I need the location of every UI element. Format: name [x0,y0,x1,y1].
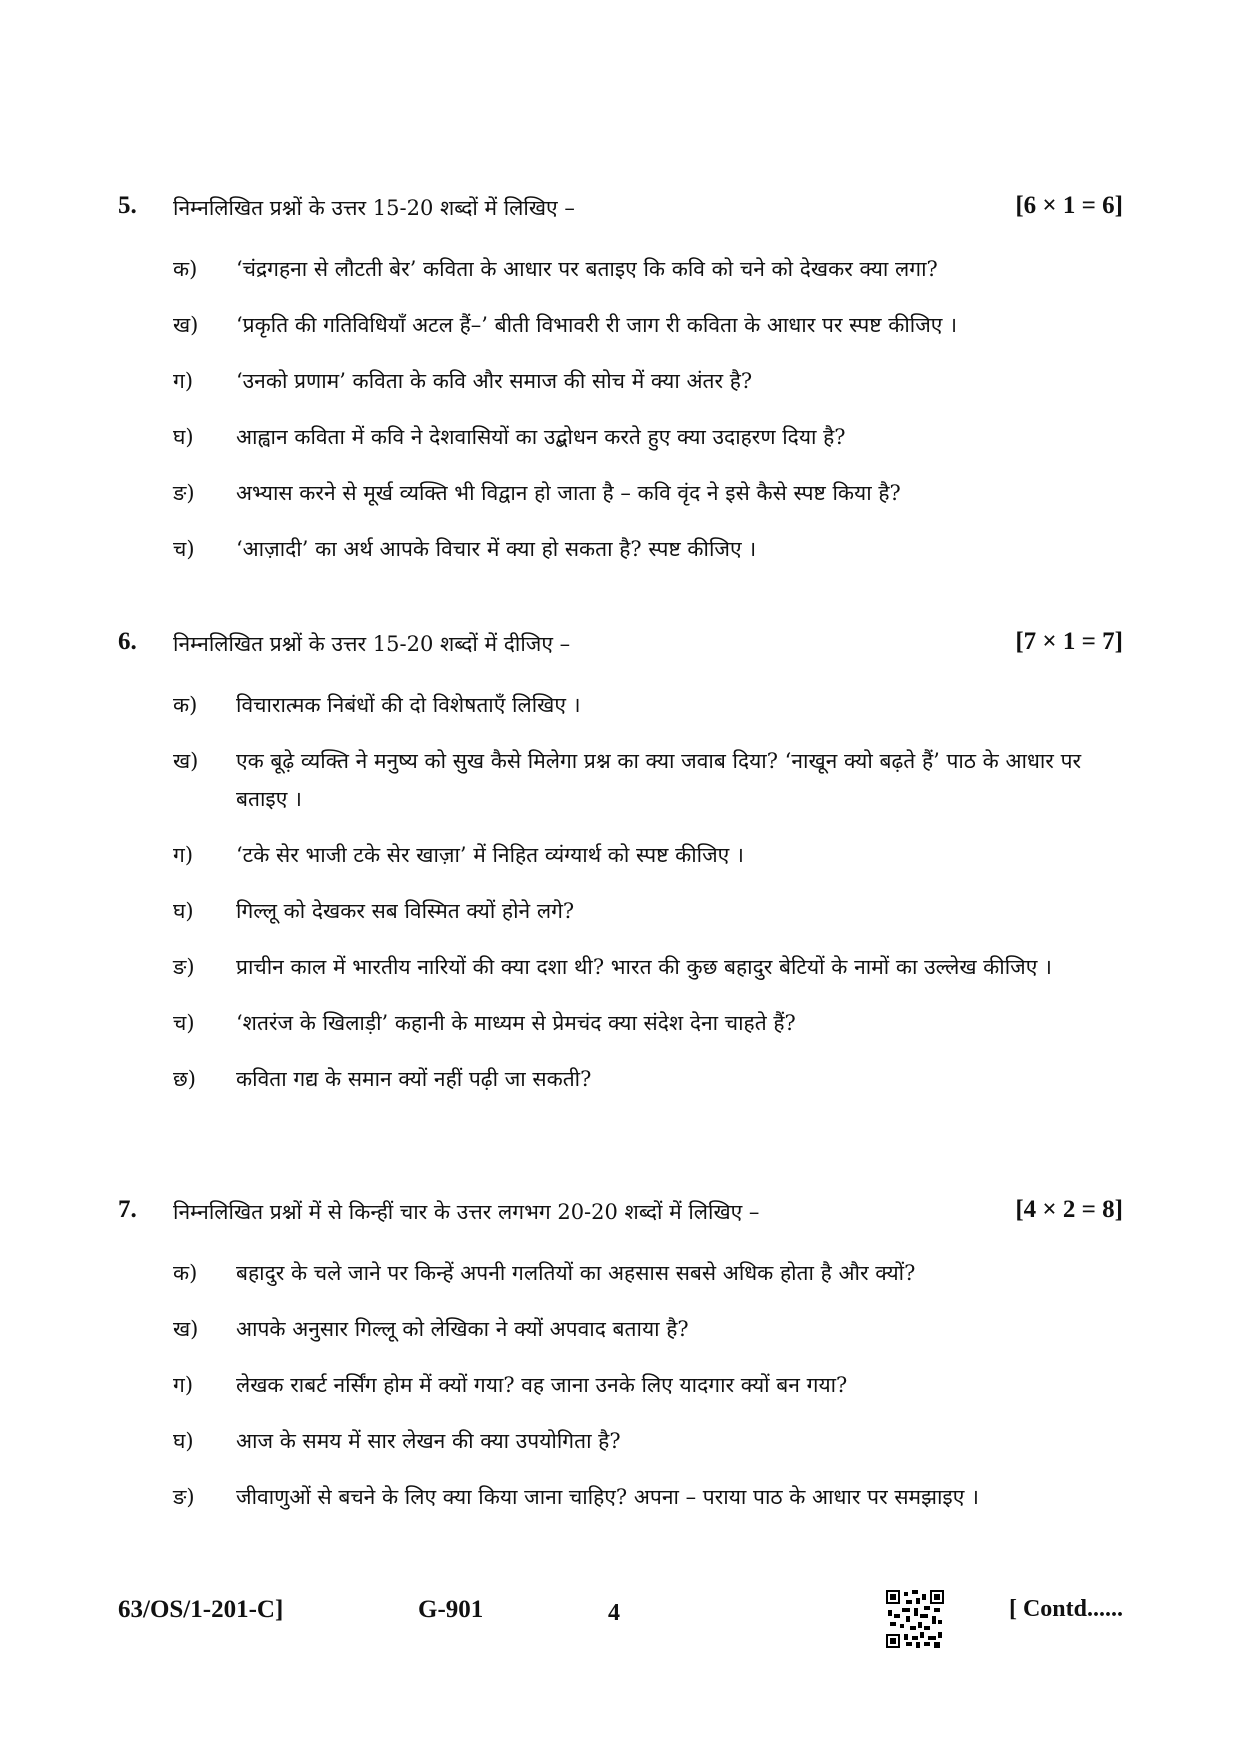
sub-question-label: ख) [173,1317,199,1341]
sub-question-text: लेखक राबर्ट नर्सिंग होम में क्यों गया? वह जाना उनके लिए यादगार क्यों बन गया? [236,1373,848,1397]
sub-question [118,1310,1123,1348]
sub-question [118,530,1123,568]
sub-question-label: क) [173,257,198,281]
question-number: 5. [118,192,137,219]
sub-question-text: विचारात्मक निबंधों की दो विशेषताएँ लिखिए । [236,693,581,717]
sub-question [118,306,1123,344]
sub-question [118,1478,1123,1516]
question-5-header [118,192,1123,232]
question-instruction: निम्नलिखित प्रश्नों में से किन्हीं चार के उत्तर लगभग 20-20 शब्दों में लिखिए – [173,1200,760,1224]
sub-question-label: ख) [173,313,199,337]
sub-question [118,1004,1123,1042]
paper-code: 63/OS/1-201-C] [118,1596,284,1623]
sub-question-text: कविता गद्य के समान क्यों नहीं पढ़ी जा सकती? [236,1067,592,1091]
question-7-header [118,1196,1123,1236]
sub-question-text: ‘चंद्रगहना से लौटती बेर’ कविता के आधार पर बताइए कि कवि को चने को देखकर क्या लगा? [236,257,938,281]
question-marks: [6 × 1 = 6] [1015,192,1123,219]
sub-question-label: च) [173,537,195,561]
series-code: G-901 [418,1596,484,1623]
sub-question-label: ङ) [173,481,195,505]
question-7 [118,1196,1123,1516]
sub-question-text: ‘उनको प्रणाम’ कविता के कवि और समाज की सोच में क्या अंतर है? [236,369,753,393]
sub-question-label: ग) [173,843,194,867]
sub-question-label: ङ) [173,955,195,979]
sub-question-text: गिल्लू को देखकर सब विस्मित क्यों होने लगे? [236,899,575,923]
sub-question [118,362,1123,400]
sub-question-label: घ) [173,425,194,449]
question-number: 6. [118,628,137,655]
question-5 [118,192,1123,568]
sub-question-text: ‘शतरंज के खिलाड़ी’ कहानी के माध्यम से प्रेमचंद क्या संदेश देना चाहते हैं? [236,1011,796,1035]
sub-question-label: ङ) [173,1485,195,1509]
sub-question-text: ‘आज़ादी’ का अर्थ आपके विचार में क्या हो सकता है? स्पष्ट कीजिए । [236,537,757,561]
continued-label: [ Contd...... [1008,1596,1123,1622]
question-6-header [118,628,1123,668]
qr-code-icon [886,1590,944,1648]
question-instruction: निम्नलिखित प्रश्नों के उत्तर 15-20 शब्दों में लिखिए – [173,196,575,220]
sub-question-text: आपके अनुसार गिल्लू को लेखिका ने क्यों अपवाद बताया है? [236,1317,689,1341]
sub-question-text: अभ्यास करने से मूर्ख व्यक्ति भी विद्वान हो जाता है – कवि वृंद ने इसे कैसे स्पष्ट किया है? [236,481,901,505]
sub-question-label: ग) [173,369,194,393]
sub-question [118,1422,1123,1460]
sub-question-text: ‘टके सेर भाजी टके सेर खाज़ा’ में निहित व्यंग्यार्थ को स्पष्ट कीजिए । [236,843,744,867]
sub-question-label: क) [173,693,198,717]
sub-question-text: आज के समय में सार लेखन की क्या उपयोगिता है? [236,1429,621,1453]
sub-question [118,1254,1123,1292]
sub-question-label: घ) [173,1429,194,1453]
sub-question [118,1060,1123,1098]
sub-question [118,948,1123,986]
sub-question [118,742,1123,818]
sub-question [118,474,1123,512]
question-marks: [7 × 1 = 7] [1015,628,1123,655]
sub-question [118,1366,1123,1404]
question-6 [118,628,1123,1098]
question-number: 7. [118,1196,137,1223]
sub-question [118,892,1123,930]
sub-question-text: ‘प्रकृति की गतिविधियाँ अटल हैं–’ बीती विभावरी री जाग री कविता के आधार पर स्पष्ट कीजिए । [236,313,958,337]
sub-question-label: ग) [173,1373,194,1397]
sub-question-text: जीवाणुओं से बचने के लिए क्या किया जाना चाहिए? अपना – पराया पाठ के आधार पर समझाइए । [236,1485,979,1509]
sub-question [118,836,1123,874]
sub-question-label: छ) [173,1067,196,1091]
sub-question-label: क) [173,1261,198,1285]
sub-question [118,418,1123,456]
sub-question-text: प्राचीन काल में भारतीय नारियों की क्या दशा थी? भारत की कुछ बहादुर बेटियों के नामों का उल्लेख कीजिए । [236,955,1053,979]
sub-question-text: एक बूढ़े व्यक्ति ने मनुष्य को सुख कैसे मिलेगा प्रश्न का क्या जवाब दिया? ‘नाखून क्यो बढ़ते हैं’ पाठ के आधार पर बताइए । [236,749,1082,811]
sub-question [118,250,1123,288]
sub-question-label: ख) [173,749,199,773]
page-number: 4 [608,1600,620,1626]
sub-question [118,686,1123,724]
question-instruction: निम्नलिखित प्रश्नों के उत्तर 15-20 शब्दों में दीजिए – [173,632,571,656]
sub-question-label: घ) [173,899,194,923]
question-marks: [4 × 2 = 8] [1015,1196,1123,1223]
sub-question-text: बहादुर के चले जाने पर किन्हें अपनी गलतियों का अहसास सबसे अधिक होता है और क्यों? [236,1261,916,1285]
sub-question-text: आह्वान कविता में कवि ने देशवासियों का उद्बोधन करते हुए क्या उदाहरण दिया है? [236,425,846,449]
sub-question-label: च) [173,1011,195,1035]
page-footer [118,1596,1123,1656]
